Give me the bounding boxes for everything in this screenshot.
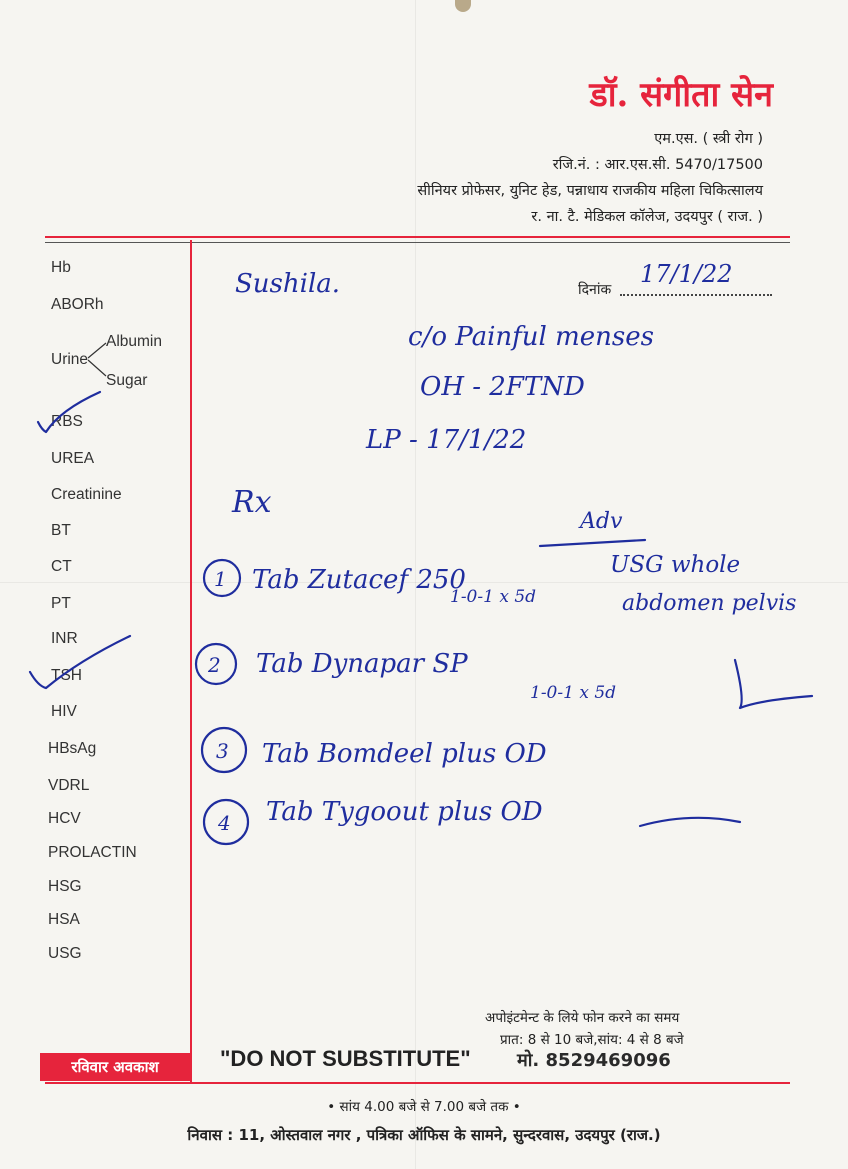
do-not-substitute: "DO NOT SUBSTITUTE" bbox=[220, 1046, 471, 1071]
credential-position: सीनियर प्रोफेसर, युनिट हेड, पन्नाधाय राजकीय महिला चिकित्सालय bbox=[417, 183, 763, 199]
test-creatinine: Creatinine bbox=[51, 486, 122, 503]
hw-date: 17/1/22 bbox=[640, 260, 733, 288]
appointment-heading: अपोइंटमेन्ट के लिये फोन करने का समय bbox=[485, 1010, 680, 1026]
footer-rule-red bbox=[45, 1082, 790, 1084]
test-rbs: RBS bbox=[51, 413, 83, 430]
hw-advice: Adv bbox=[580, 509, 623, 534]
test-sugar: Sugar bbox=[106, 372, 148, 389]
urine-bracket bbox=[88, 343, 106, 376]
test-tsh: TSH bbox=[51, 667, 82, 684]
hw-med-2: Tab Dynapar SP bbox=[256, 649, 468, 679]
hw-signature-stroke bbox=[640, 818, 740, 826]
hw-num-4: 4 bbox=[218, 811, 231, 835]
test-hsa: HSA bbox=[48, 911, 80, 928]
tsh-check-mark bbox=[30, 636, 130, 688]
hw-obstetric-history: OH - 2FTND bbox=[420, 372, 585, 402]
test-albumin: Albumin bbox=[106, 333, 162, 350]
test-vdrl: VDRL bbox=[48, 777, 90, 794]
hw-med-3: Tab Bomdeel plus OD bbox=[262, 739, 547, 769]
hw-complaint: c/o Painful menses bbox=[408, 322, 654, 352]
test-urine: Urine bbox=[51, 351, 89, 368]
test-pt: PT bbox=[51, 595, 71, 612]
test-bt: BT bbox=[51, 522, 71, 539]
test-aborh: ABORh bbox=[51, 296, 104, 313]
appointment-hours: प्रात: 8 से 10 बजे,सांय: 4 से 8 बजे bbox=[500, 1032, 684, 1048]
hw-last-period: LP - 17/1/22 bbox=[366, 425, 527, 455]
hw-num-2: 2 bbox=[208, 653, 221, 677]
test-hsg: HSG bbox=[48, 878, 82, 895]
rbs-check-mark bbox=[38, 392, 100, 432]
hw-bracket-stroke bbox=[735, 660, 812, 708]
hw-rx-symbol: Rx bbox=[232, 485, 272, 520]
hw-advice-line2: abdomen pelvis bbox=[622, 591, 797, 616]
credential-registration: रजि.नं. : आर.एस.सी. 5470/17500 bbox=[552, 157, 763, 173]
hw-advice-underline bbox=[540, 540, 645, 546]
hw-med-1-dose: 1-0-1 x 5d bbox=[450, 587, 537, 607]
test-inr: INR bbox=[51, 630, 78, 647]
mobile-number: मो. 8529469096 bbox=[517, 1050, 671, 1071]
test-prolactin: PROLACTIN bbox=[48, 844, 137, 861]
evening-timing: • सांय 4.00 बजे से 7.00 बजे तक • bbox=[327, 1099, 521, 1115]
test-ct: CT bbox=[51, 558, 72, 575]
hw-num-1: 1 bbox=[214, 567, 227, 591]
credential-degree: एम.एस. ( स्त्री रोग ) bbox=[654, 131, 763, 147]
hw-med-1: Tab Zutacef 250 bbox=[252, 565, 466, 595]
hw-med-4: Tab Tygoout plus OD bbox=[266, 797, 543, 827]
test-hcv: HCV bbox=[48, 810, 81, 827]
test-hbsag: HBsAg bbox=[48, 740, 97, 757]
credential-college: र. ना. टै. मेडिकल कॉलेज, उदयपुर ( राज. ) bbox=[531, 209, 763, 225]
test-usg: USG bbox=[48, 945, 82, 962]
doctor-name: डॉ. संगीता सेन bbox=[589, 75, 773, 115]
hw-num-3: 3 bbox=[216, 739, 229, 763]
test-hiv: HIV bbox=[51, 703, 77, 720]
hw-advice-line1: USG whole bbox=[610, 552, 741, 578]
test-hb: Hb bbox=[51, 259, 71, 276]
sunday-holiday-badge: रविवार अवकाश bbox=[40, 1053, 190, 1081]
test-urea: UREA bbox=[51, 450, 95, 467]
residence-address: निवास : 11, ओस्तवाल नगर , पत्रिका ऑफिस के सामने, सुन्दरवास, उदयपुर (राज.) bbox=[187, 1126, 661, 1144]
hw-med-2-dose: 1-0-1 x 5d bbox=[530, 683, 617, 703]
date-label: दिनांक bbox=[578, 282, 612, 298]
hw-patient-name: Sushila. bbox=[235, 269, 341, 299]
